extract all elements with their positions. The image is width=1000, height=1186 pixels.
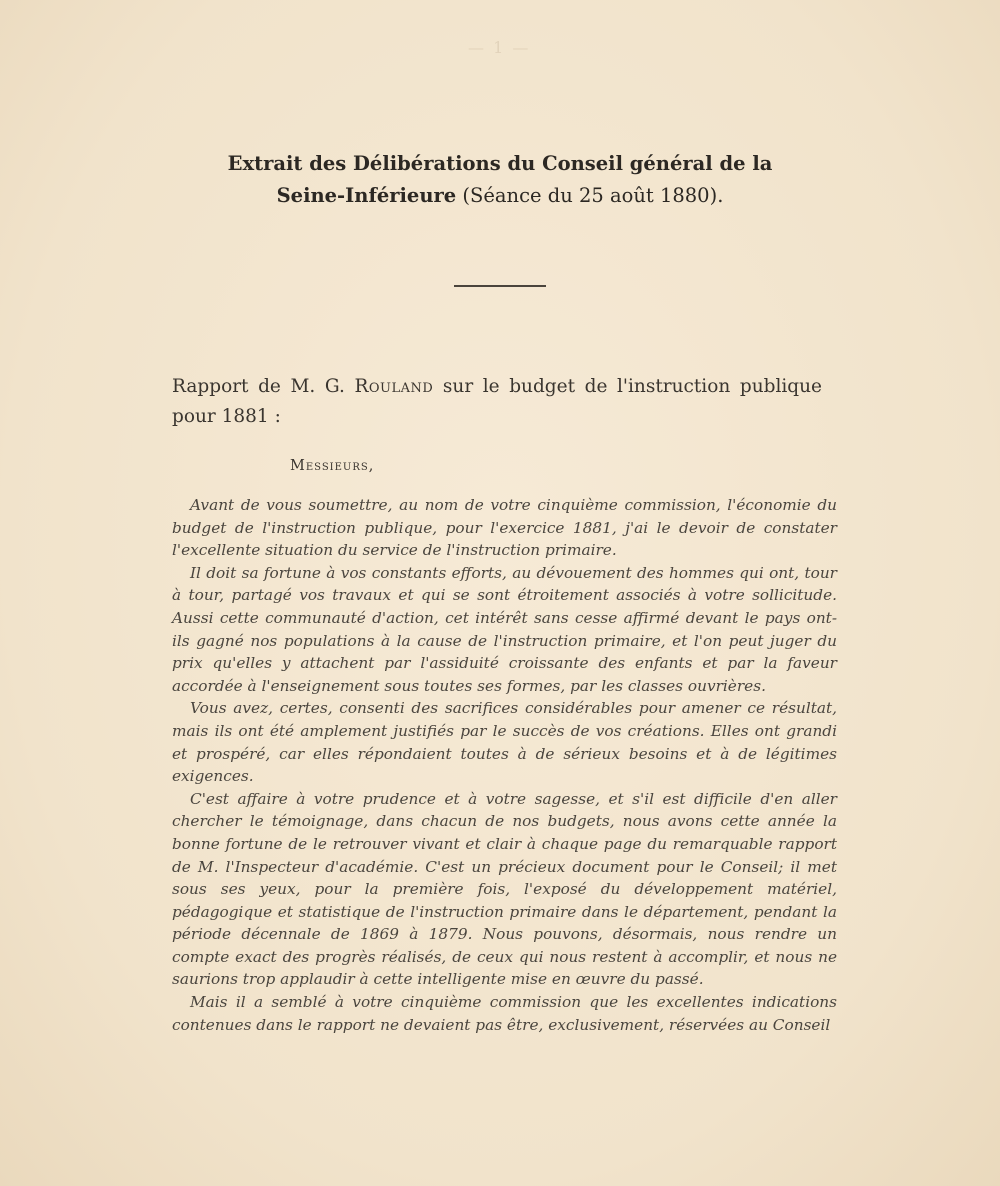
report-heading <box>172 372 822 432</box>
reporter-name: Rouland <box>354 376 434 397</box>
report-heading-part1: Rapport de M. G. <box>172 376 355 397</box>
report-body <box>172 494 837 1036</box>
body-paragraph: Vous avez, certes, consenti des sacrifices considérables pour amener ce résultat, mais ils ont été amplement justifiés par le succès de vos créations. Elles ont grandi et prospéré, car elles répondaient toutes à de sérieux besoins et à de légitimes exigences. <box>172 699 837 786</box>
title-session-date: (Séance du 25 août 1880). <box>456 184 724 207</box>
body-paragraph: Avant de vous soumettre, au nom de votre cinquième commission, l'économie du budget de l'instruction publique, pour l'exercice 1881, j'ai le devoir de constater l'excellente situation du service de l'instruction primaire. <box>172 496 837 560</box>
title-line-2 <box>0 180 1000 212</box>
salutation: Messieurs, <box>290 458 375 474</box>
document-title <box>0 148 1000 212</box>
body-paragraph: Mais il a semblé à votre cinquième commission que les excellentes indications contenues dans le rapport ne devaient pas être, exclusivement, réservées au Conseil <box>172 993 837 1034</box>
title-bold-1: Extrait des Délibérations du Conseil général de la <box>227 152 773 175</box>
title-line-1 <box>0 148 1000 180</box>
title-divider <box>454 285 546 287</box>
page-number: — 1 — <box>468 38 531 57</box>
body-paragraph: Il doit sa fortune à vos constants efforts, au dévouement des hommes qui ont, tour à tour, partagé vos travaux et qui se sont étroitement associés à votre sollicitude. Aussi cette communauté d'action, cet intérêt sans cesse affirmé devant le pays ont-ils gagné nos populations à la cause de l'instruction primaire, et l'on peut juger du prix qu'elles y attachent par l'assiduité croissante des enfants et par la faveur accordée à l'enseignement sous toutes ses formes, par les classes ouvrières. <box>172 563 837 695</box>
title-bold-2: Seine-Inférieure <box>276 184 457 207</box>
body-paragraph: C'est affaire à votre prudence et à votre sagesse, et s'il est difficile d'en aller chercher le témoignage, dans chacun de nos budgets, nous avons cette année la bonne fortune de le retrouver vivant et clair à chaque page du remarquable rapport de M. l'Inspecteur d'académie. C'est un précieux document pour le Conseil; il met sous ses yeux, pour la première fois, l'exposé du développement matériel, pédagogique et statistique de l'instruction primaire dans le département, pendant la période décennale de 1869 à 1879. Nous pouvons, désormais, nous rendre un compte exact des progrès réalisés, de ceux qui nous restent à accomplir, et nous ne saurions trop applaudir à cette intelligente mise en œuvre du passé. <box>172 789 837 989</box>
report-heading-part2: sur le budget de l'instruction publique pour 1881 : <box>172 376 822 427</box>
